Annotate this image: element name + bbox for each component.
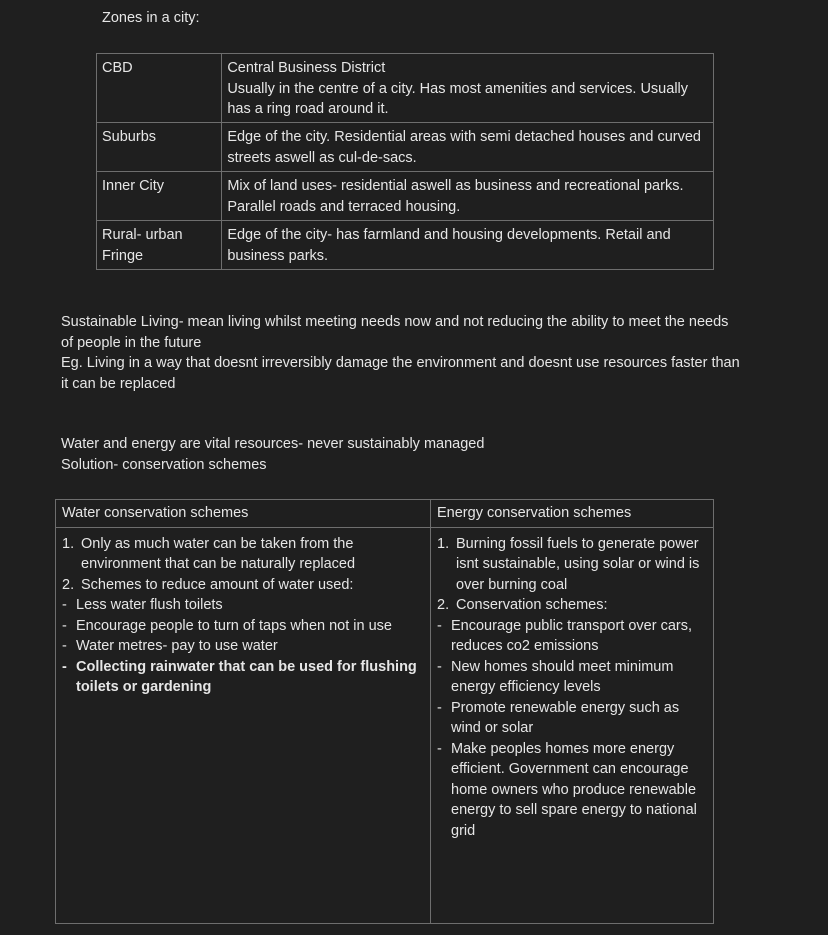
list-item <box>437 534 707 596</box>
water-column <box>56 527 431 924</box>
list-text: Promote renewable energy such as wind or solar <box>451 699 680 736</box>
resources-paragraph <box>61 434 741 475</box>
energy-points <box>437 534 707 616</box>
zone-description: Mix of land uses- residential aswell as business and recreational parks. Parallel roads and terraced housing. <box>222 172 714 221</box>
zone-name: CBD <box>97 54 222 123</box>
list-text: Only as much water can be taken from the environment that can be naturally replaced <box>81 535 356 572</box>
list-text: Make peoples homes more energy efficient. Government can encourage home owners who produce renewable energy to sell spare energy to national grid <box>451 740 697 839</box>
water-points <box>62 534 424 596</box>
list-item: - Collecting rainwater that can be used for flushing toilets or gardening <box>62 658 417 695</box>
energy-column <box>431 527 714 924</box>
list-text: Conservation schemes: <box>456 597 608 613</box>
water-sub-points <box>62 595 424 698</box>
sustainable-living-paragraph <box>61 312 741 394</box>
zone-row <box>97 172 714 221</box>
sustainable-example: Eg. Living in a way that doesnt irreversibly damage the environment and doesnt use resources faster than it can be replaced <box>61 355 740 392</box>
list-item <box>62 534 424 575</box>
list-number: 1. <box>62 535 75 552</box>
list-text: New homes should meet minimum energy efficiency levels <box>451 658 674 695</box>
list-item: - Encourage public transport over cars, reduces co2 emissions <box>437 617 692 654</box>
zone-row <box>97 54 714 123</box>
list-item: - Water metres- pay to use water <box>62 638 278 654</box>
zone-description: Edge of the city. Residential areas with semi detached houses and curved streets aswell as cul-de-sacs. <box>222 123 714 172</box>
list-number: 2. <box>437 597 450 613</box>
list-text: Less water flush toilets <box>76 597 223 613</box>
zone-name: Suburbs <box>97 123 222 172</box>
list-text: Encourage public transport over cars, reduces co2 emissions <box>451 617 692 654</box>
sustainable-definition: Sustainable Living- mean living whilst meeting needs now and not reducing the ability to meet the needs of people in the future <box>61 314 729 351</box>
list-item <box>62 575 424 596</box>
zones-table <box>96 53 714 270</box>
zone-name: Inner City <box>97 172 222 221</box>
list-number: 1. <box>437 535 450 552</box>
list-item: - Promote renewable energy such as wind or solar <box>437 699 680 736</box>
zone-description: Central Business District Usually in the centre of a city. Has most amenities and services. Usually has a ring road around it. <box>222 54 714 123</box>
zone-row <box>97 221 714 270</box>
energy-header: Energy conservation schemes <box>431 500 714 528</box>
zone-description: Edge of the city- has farmland and housing developments. Retail and business parks. <box>222 221 714 270</box>
zone-name: Rural- urban Fringe <box>97 221 222 270</box>
energy-sub-points <box>437 616 707 842</box>
list-text: Schemes to reduce amount of water used: <box>81 576 354 593</box>
conservation-schemes-table <box>55 499 714 924</box>
schemes-header-row <box>56 500 714 528</box>
list-item: - New homes should meet minimum energy efficiency levels <box>437 658 674 695</box>
water-header: Water conservation schemes <box>56 500 431 528</box>
list-number: 2. <box>62 576 75 593</box>
zones-heading: Zones in a city: <box>102 10 200 26</box>
list-text: Collecting rainwater that can be used for flushing toilets or gardening <box>76 658 417 695</box>
list-text: Water metres- pay to use water <box>76 638 278 654</box>
list-item: - Encourage people to turn of taps when not in use <box>62 617 392 634</box>
zone-row <box>97 123 714 172</box>
resources-line: Water and energy are vital resources- never sustainably managed <box>61 436 485 452</box>
list-item: - Less water flush toilets <box>62 597 223 613</box>
list-text: Encourage people to turn of taps when not in use <box>76 617 392 634</box>
resources-line: Solution- conservation schemes <box>61 456 267 473</box>
list-item: - Make peoples homes more energy efficient. Government can encourage home owners who produce renewable energy to sell spare energy to national grid <box>437 740 697 839</box>
schemes-body-row <box>56 527 714 924</box>
list-text: Burning fossil fuels to generate power isnt sustainable, using solar or wind is over burning coal <box>456 535 700 593</box>
list-item <box>437 595 707 616</box>
